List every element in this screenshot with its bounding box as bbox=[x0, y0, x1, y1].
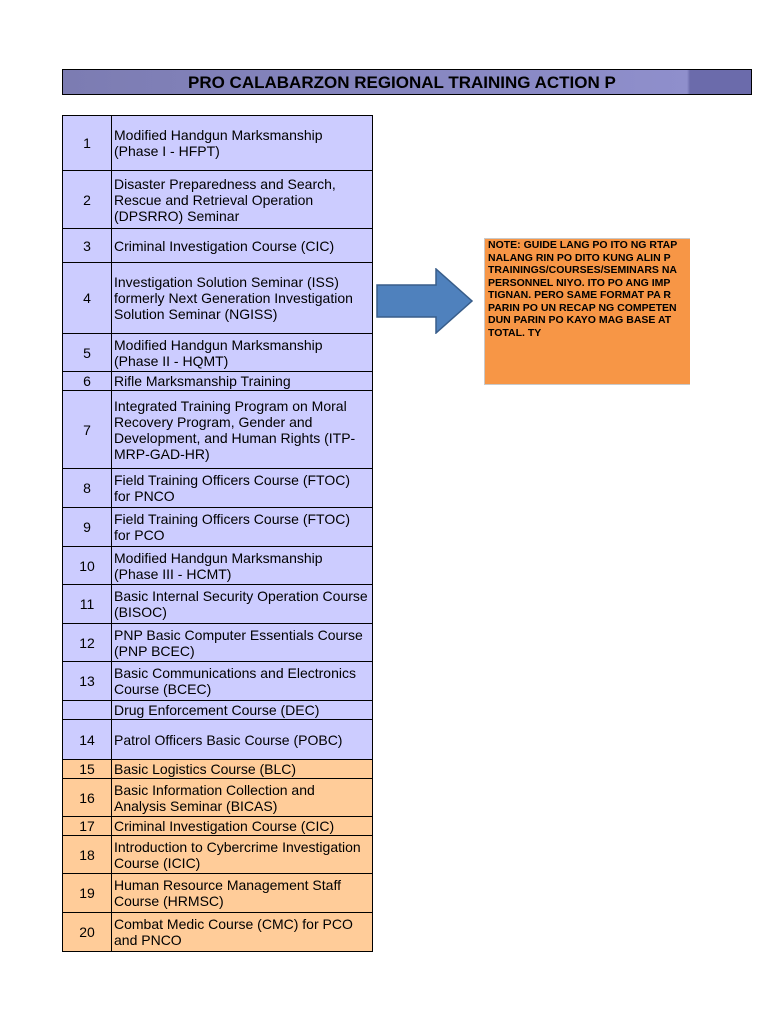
course-name: Patrol Officers Basic Course (POBC) bbox=[112, 720, 373, 760]
note-text bbox=[486, 239, 677, 339]
table-row bbox=[63, 913, 373, 952]
course-name: Introduction to Cybercrime Investigation Course (ICIC) bbox=[112, 836, 373, 874]
course-name: Basic Communications and Electronics Course (BCEC) bbox=[112, 662, 373, 701]
course-name: Criminal Investigation Course (CIC) bbox=[112, 817, 373, 836]
course-number: 7 bbox=[63, 391, 112, 469]
table-row bbox=[63, 817, 373, 836]
note-line: NALANG RIN PO DITO KUNG ALIN P bbox=[488, 251, 671, 264]
table-row bbox=[63, 116, 373, 171]
course-number: 2 bbox=[63, 171, 112, 229]
page-title: PRO CALABARZON REGIONAL TRAINING ACTION P bbox=[188, 73, 616, 92]
title-clip bbox=[63, 70, 689, 94]
table-row bbox=[63, 760, 373, 779]
course-name: Basic Internal Security Operation Course (BISOC) bbox=[112, 585, 373, 624]
table-row bbox=[63, 720, 373, 760]
table-row bbox=[63, 585, 373, 624]
course-number: 13 bbox=[63, 662, 112, 701]
course-number: 6 bbox=[63, 372, 112, 391]
note-line: TRAININGS/COURSES/SEMINARS NA bbox=[488, 264, 678, 276]
course-name: Criminal Investigation Course (CIC) bbox=[112, 229, 373, 263]
course-number: 15 bbox=[63, 760, 112, 779]
course-number: 20 bbox=[63, 913, 112, 952]
note-line: NOTE: GUIDE LANG PO ITO NG RTAP bbox=[488, 239, 678, 251]
course-number: 1 bbox=[63, 116, 112, 171]
course-number bbox=[63, 701, 112, 720]
table-row bbox=[63, 229, 373, 263]
course-number: 9 bbox=[63, 508, 112, 547]
course-table-body bbox=[63, 116, 373, 952]
course-table bbox=[62, 115, 373, 952]
table-row bbox=[63, 624, 373, 662]
course-name: Basic Information Collection and Analysis Seminar (BICAS) bbox=[112, 779, 373, 817]
course-number: 14 bbox=[63, 720, 112, 760]
course-number: 17 bbox=[63, 817, 112, 836]
course-name: Drug Enforcement Course (DEC) bbox=[112, 701, 373, 720]
course-name: Integrated Training Program on Moral Recovery Program, Gender and Development, and Human Rights (ITP-MRP-GAD-HR) bbox=[112, 391, 373, 469]
table-row bbox=[63, 779, 373, 817]
course-name: Investigation Solution Seminar (ISS) formerly Next Generation Investigation Solution Seminar (NGISS) bbox=[112, 263, 373, 334]
table-row bbox=[63, 701, 373, 720]
course-name: Rifle Marksmanship Training bbox=[112, 372, 373, 391]
course-number: 5 bbox=[63, 334, 112, 372]
course-number: 19 bbox=[63, 874, 112, 913]
table-row bbox=[63, 874, 373, 913]
table-row bbox=[63, 662, 373, 701]
note-line: DUN PARIN PO KAYO MAG BASE AT bbox=[488, 314, 672, 326]
course-name: Basic Logistics Course (BLC) bbox=[112, 760, 373, 779]
course-number: 16 bbox=[63, 779, 112, 817]
course-name: Combat Medic Course (CMC) for PCO and PNCO bbox=[112, 913, 373, 952]
course-number: 12 bbox=[63, 624, 112, 662]
course-number: 4 bbox=[63, 263, 112, 334]
course-name: PNP Basic Computer Essentials Course (PNP BCEC) bbox=[112, 624, 373, 662]
table-row bbox=[63, 469, 373, 508]
course-number: 3 bbox=[63, 229, 112, 263]
course-name: Modified Handgun Marksmanship (Phase III - HCMT) bbox=[112, 547, 373, 585]
note-line: TIGNAN. PERO SAME FORMAT PA R bbox=[488, 289, 671, 301]
course-name: Human Resource Management Staff Course (HRMSC) bbox=[112, 874, 373, 913]
course-name: Disaster Preparedness and Search, Rescue and Retrieval Operation (DPSRRO) Seminar bbox=[112, 171, 373, 229]
course-name: Modified Handgun Marksmanship (Phase II - HQMT) bbox=[112, 334, 373, 372]
table-row bbox=[63, 334, 373, 372]
course-number: 8 bbox=[63, 469, 112, 508]
course-name: Modified Handgun Marksmanship (Phase I - HFPT) bbox=[112, 116, 373, 171]
table-row bbox=[63, 508, 373, 547]
note-line: PERSONNEL NIYO. ITO PO ANG IMP bbox=[488, 276, 671, 289]
table-row bbox=[63, 372, 373, 391]
course-number: 10 bbox=[63, 547, 112, 585]
arrow-shape bbox=[377, 269, 472, 333]
table-row bbox=[63, 836, 373, 874]
right-arrow-icon bbox=[376, 268, 474, 334]
table-row bbox=[63, 171, 373, 229]
note-line: PARIN PO UN RECAP NG COMPETEN bbox=[488, 301, 677, 314]
course-name: Field Training Officers Course (FTOC) for PNCO bbox=[112, 469, 373, 508]
course-number: 18 bbox=[63, 836, 112, 874]
title-bar bbox=[62, 69, 752, 95]
table-row bbox=[63, 547, 373, 585]
note-line: TOTAL. TY bbox=[488, 326, 542, 339]
course-name: Field Training Officers Course (FTOC) for PCO bbox=[112, 508, 373, 547]
table-row bbox=[63, 263, 373, 334]
course-number: 11 bbox=[63, 585, 112, 624]
table-row bbox=[63, 391, 373, 469]
note-box bbox=[484, 238, 690, 385]
